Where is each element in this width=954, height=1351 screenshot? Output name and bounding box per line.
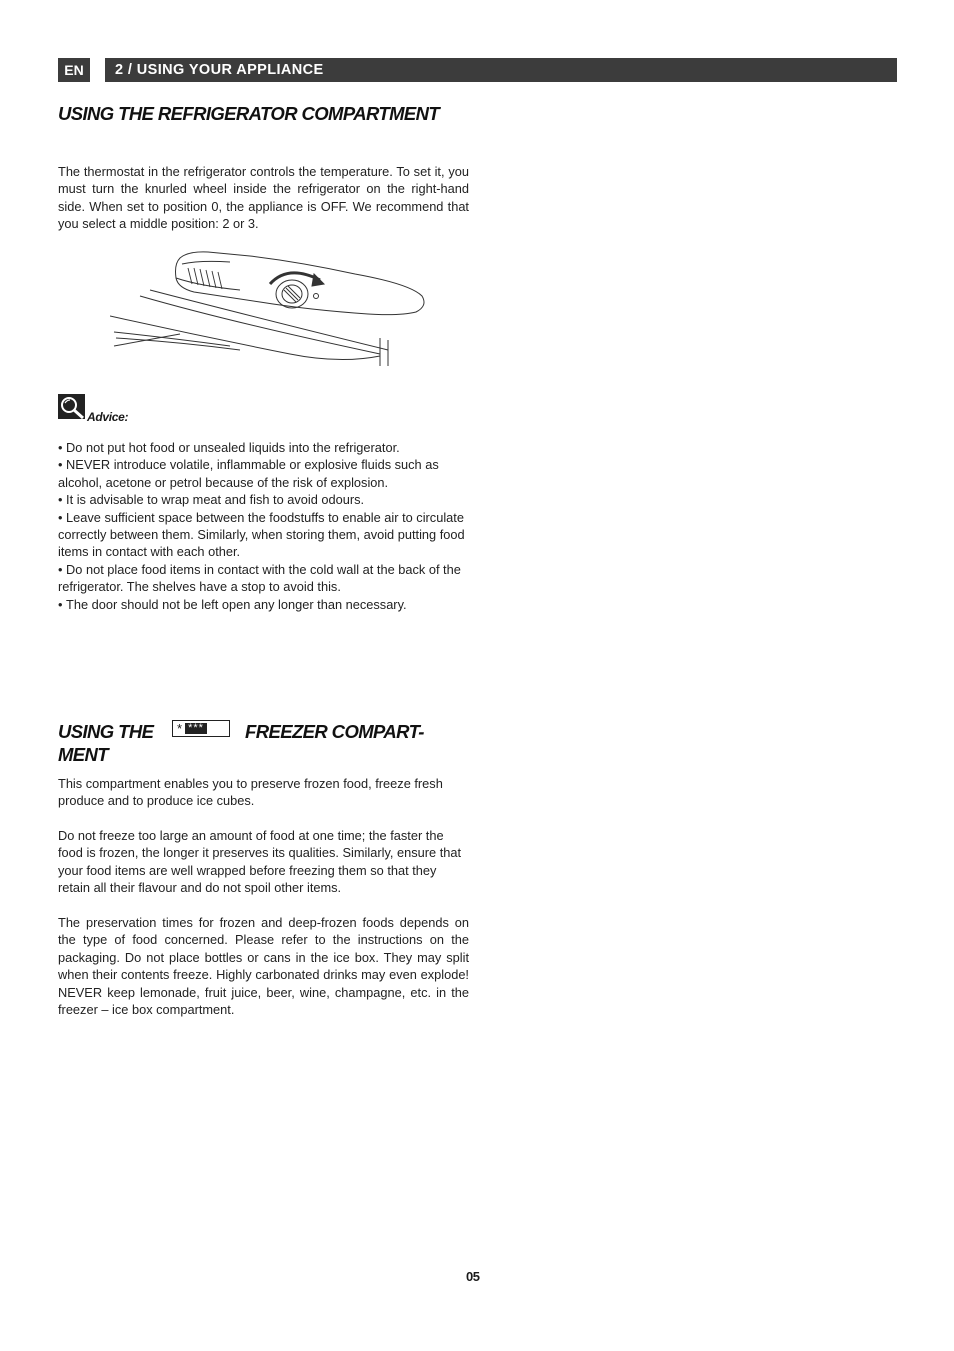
star-icon: *: [177, 721, 183, 736]
freezer-paragraph-1: This compartment enables you to preserve frozen food, freeze fresh produce and to produce ice cubes.: [58, 776, 443, 809]
refrigerator-section-title: USING THE REFRIGERATOR COMPARTMENT: [58, 103, 440, 124]
page-number: 05: [466, 1269, 480, 1284]
thermostat-illustration: [110, 242, 430, 373]
section-header: 2 / USING YOUR APPLIANCE: [105, 58, 897, 82]
list-item: • NEVER introduce volatile, inflammable or explosive fluids such as alcohol, acetone or petrol because of the risk of explosion.: [58, 456, 469, 491]
magnifier-icon: [58, 394, 85, 424]
list-item: • Do not place food items in contact with the cold wall at the back of the refrigerator. The shelves have a stop to avoid this.: [58, 561, 469, 596]
advice-heading: [58, 394, 128, 424]
list-item: • The door should not be left open any longer than necessary.: [58, 596, 469, 613]
freezer-section-title-part1: USING THE: [58, 721, 154, 742]
language-badge: EN: [58, 58, 90, 82]
freezer-section-title-part3: MENT: [58, 744, 109, 765]
freezer-paragraph-2: Do not freeze too large an amount of food at one time; the faster the food is frozen, the longer it preserves its qualities. Similarly, ensure that your food items are well wrapped before freezing them so that they retain all their flavour and do not spoil other items.: [58, 828, 462, 896]
advice-label: Advice:: [87, 410, 129, 424]
list-item: • It is advisable to wrap meat and fish to avoid odours.: [58, 491, 469, 508]
advice-list: [58, 439, 469, 613]
thermostat-paragraph: The thermostat in the refrigerator controls the temperature. To set it, you must turn the knurled wheel inside the refrigerator on the right-hand side. When set to position 0, the appliance is OFF. We recommend that you select a middle position: 2 or 3.: [58, 164, 469, 232]
list-item: • Leave sufficient space between the foodstuffs to enable air to circulate correctly between them. Similarly, when storing them, avoid putting food items in contact with each other.: [58, 509, 469, 561]
three-star-icon: ***: [185, 723, 207, 734]
freezer-star-rating-icon: [172, 720, 230, 737]
list-item: • Do not put hot food or unsealed liquids into the refrigerator.: [58, 439, 469, 456]
freezer-paragraph-3: The preservation times for frozen and deep-frozen foods depends on the type of food concerned. Please refer to the instructions on the packaging. Do not place bottles or cans in the ice box. They may split when their contents freeze. Highly carbonated drinks may even explode! NEVER keep lemonade, fruit juice, beer, wine, champagne, etc. in the freezer – ice box compartment.: [58, 915, 469, 1018]
freezer-section-title-part2: FREEZER COMPART-: [245, 721, 424, 742]
